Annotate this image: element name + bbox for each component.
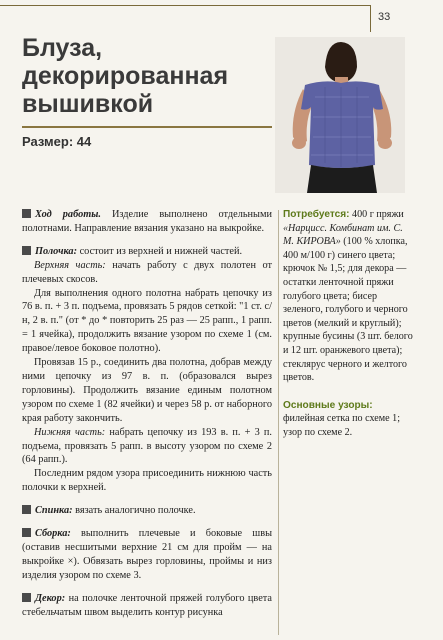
patterns-paragraph — [283, 399, 415, 440]
assembly-label: Сборка: — [35, 528, 71, 540]
assembly-text: выполнить плечевые и боковые швы (оставив несшитыми верхние 21 см для пройм — на выкройке ×). Обвязать вырез горловины, проймы и низ изделия узором по схеме 3. — [22, 528, 272, 581]
square-bullet-icon — [22, 528, 31, 537]
back-label: Спинка: — [35, 505, 73, 517]
front-text: состоит из верхней и нижней частей. — [77, 245, 243, 257]
title-underline — [22, 126, 272, 128]
header-rule — [0, 5, 370, 6]
photo-woman-icon — [275, 37, 405, 193]
decor-paragraph — [22, 592, 272, 620]
page-number-box — [370, 5, 371, 32]
decor-text: на полочке ленточной пряжей голубого цвета стебельчатым швом выделить контур рисунка — [22, 592, 272, 618]
materials-text-b: (100 % хлопка, 400 м/100 г) синего цвета; крючок № 1,5; для декора — остатки ленточной пряжи голубого цвета; бисер зеленого, голубого и черного цветов (мелкий и круглый); крупные бусины (3 шт. белого и 12 шт. оранжевого цвета); стеклярус черного и желтого цветов. — [283, 236, 413, 384]
square-bullet-icon — [22, 593, 31, 602]
assembly-paragraph — [22, 527, 272, 583]
intro-label: Ход работы. — [35, 209, 101, 220]
column-divider — [278, 210, 279, 635]
front-paragraph-3: Последним рядом узора присоединить нижнюю часть полочки к верхней. — [22, 468, 272, 494]
page-title — [22, 34, 272, 118]
intro-text: Изделие выполнено отдельными полотнами. Направление вязания указано на выкройке. — [22, 209, 272, 234]
front-paragraph-1: Для выполнения одного полотна набрать цепочку из 76 в. п. + 3 п. подъема, провязать 5 рядов сеткой: "1 ст. с/н, 2 в. п." (от * до * повторить 25 раз — 25 рапп., 1 рапп. = 1 ячейка), продолжить вязание узором по схеме 1 (см. правое/левое боковое полотно). — [22, 287, 272, 355]
page-number: 33 — [378, 11, 391, 23]
patterns-heading: Основные узоры: — [283, 399, 373, 411]
front-label: Полочка: — [35, 245, 78, 257]
model-photo — [275, 37, 405, 193]
back-text: вязать аналогично полочке. — [72, 505, 196, 517]
lower-part-paragraph — [22, 426, 272, 468]
title-line-2: декорированная — [22, 62, 229, 90]
front-heading-paragraph — [22, 245, 272, 259]
yarn-name: «Нарцисс. Комбинат им. С. М. КИРОВА» — [283, 222, 403, 248]
lower-part-label: Нижняя часть: — [34, 426, 106, 438]
instructions-column — [22, 208, 272, 619]
materials-column — [283, 208, 415, 440]
square-bullet-icon — [22, 246, 31, 255]
title-line-3: вышивкой — [22, 90, 154, 118]
intro-paragraph — [22, 208, 272, 236]
upper-part-paragraph — [22, 259, 272, 287]
square-bullet-icon — [22, 209, 31, 218]
front-paragraph-2: Провязав 15 р., соединить два полотна, добрав между ними цепочку из 97 в. п. (образовался вырез горловины). Продолжить вязание единым полотном узором по схеме 1 (82 ячейки) и через 58 р. от наборного края работу закончить. — [22, 357, 272, 424]
materials-paragraph — [283, 208, 415, 385]
square-bullet-icon — [22, 505, 31, 514]
title-line-1: Блуза, — [22, 34, 103, 62]
patterns-text: филейная сетка по схеме 1; узор по схеме 2. — [283, 413, 400, 438]
lower-part-text: набрать цепочку из 193 в. п. + 3 п. подъема, провязать 5 рапп. в высоту узором по схеме 2 (64 рапп.). — [22, 426, 272, 466]
upper-part-text: начать работу с двух полотен от плечевых скосов. — [22, 259, 272, 285]
materials-text-a: 400 г пряжи — [349, 209, 404, 220]
decor-label: Декор: — [35, 592, 66, 604]
back-paragraph — [22, 504, 272, 518]
materials-heading: Потребуется: — [283, 209, 350, 220]
size-label: Размер: 44 — [22, 134, 92, 149]
upper-part-label: Верхняя часть: — [34, 259, 106, 271]
